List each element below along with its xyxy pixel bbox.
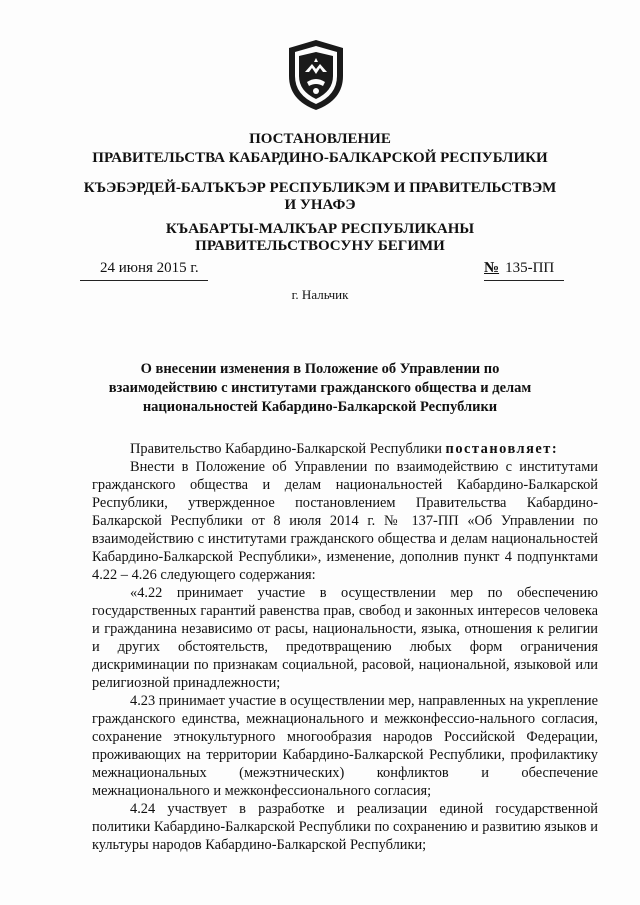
document-title: О внесении изменения в Положение об Управлении по взаимодействию с институтами гражданского общества и делам национальностей Кабардино-Балкарской Республики	[108, 361, 532, 415]
number-value: 135-ПП	[505, 260, 555, 276]
resolves-word: постановляет:	[445, 441, 559, 457]
paragraph-amendment: Внести в Положение об Управлении по взаимодействию с институтами гражданского общества и делам национальностей Кабардино-Балкарской Республики, утвержденное постановлением Правительства Кабардино-Балкарской Республики от 8 июля 2014 г. № 137-ПП «Об Управлении по взаимодействию с институтами гражданского общества и делам национальностей Кабардино-Балкарской Республики», изменение, дополнив пункт 4 подпунктами 4.22 – 4.26 следующего содержания:	[92, 459, 598, 583]
date-underline	[80, 280, 208, 281]
number-sign: №	[484, 260, 500, 276]
issuer-heading: ПРАВИТЕЛЬСТВА КАБАРДИНО-БАЛКАРСКОЙ РЕСПУБЛИКИ	[92, 150, 548, 166]
document-body	[92, 440, 598, 854]
document-type-heading: ПОСТАНОВЛЕНИЕ	[249, 131, 391, 147]
document-number	[484, 260, 554, 277]
issuer-heading-balkar: КЪАБАРТЫ-МАЛКЪАР РЕСПУБЛИКАНЫ ПРАВИТЕЛЬСТВОСУНУ БЕГИМИ	[165, 221, 475, 254]
paragraph-4-23: 4.23 принимает участие в осуществлении мер, направленных на укрепление гражданского единства, межнационального и межконфессио-нального согласия, сохранение этнокультурного многообразия народов Российской Федерации, проживающих на территории Кабардино-Балкарской Республики, профилактику межнациональных (межэтнических) конфликтов и обеспечение межнационального и межконфессионального согласия;	[92, 693, 598, 799]
number-underline	[484, 280, 564, 281]
city-name: г. Нальчик	[291, 287, 349, 302]
resolution-intro: Правительство Кабардино-Балкарской Республики постановляет:	[130, 441, 559, 457]
coat-of-arms-emblem	[285, 38, 347, 112]
document-date: 24 июня 2015 г.	[100, 260, 199, 276]
paragraph-4-22: «4.22 принимает участие в осуществлении мер по обеспечению государственных гарантий равенства прав, свобод и законных интересов человека и гражданина независимо от расы, национальности, языка, отношения к религии и других обстоятельств, предотвращению любых форм ограничения дискриминации по признакам социальной, расовой, национальной, языковой или религиозной принадлежности;	[92, 585, 598, 691]
issuer-heading-kabardian: КЪЭБЭРДЕЙ-БАЛЪКЪЭР РЕСПУБЛИКЭМ И ПРАВИТЕЛЬСТВЭМ И УНАФЭ	[83, 180, 557, 213]
paragraph-4-24: 4.24 участвует в разработке и реализации единой государственной политики Кабардино-Балкарской Республики по сохранению и развитию языков и культуры народов Кабардино-Балкарской Республики;	[92, 801, 598, 853]
